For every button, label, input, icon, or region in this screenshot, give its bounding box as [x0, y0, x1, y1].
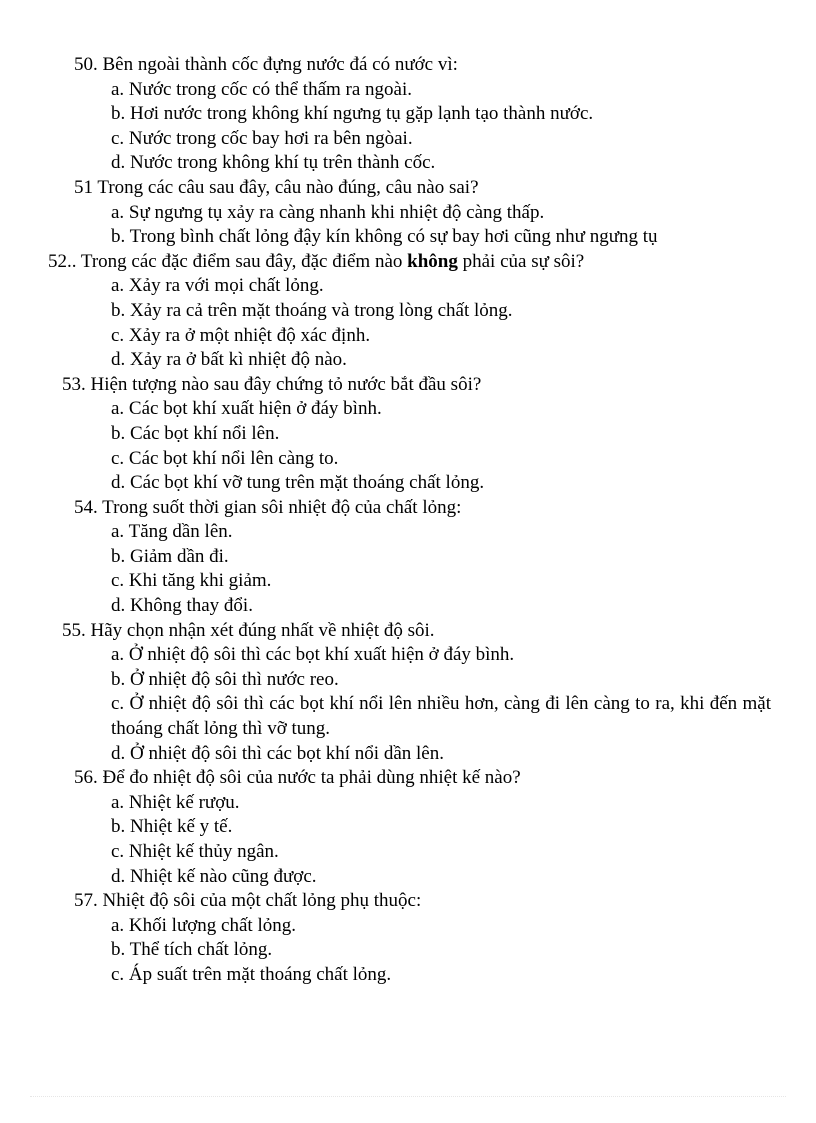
option-53-c: c. Các bọt khí nổi lên càng to. — [111, 447, 339, 469]
option-53-d: d. Các bọt khí vỡ tung trên mặt thoáng chất lỏng. — [111, 472, 485, 494]
option-50-c: c. Nước trong cốc bay hơi ra bên ngòai. — [111, 127, 413, 149]
option-50-d: d. Nước trong không khí tụ trên thành cốc. — [111, 152, 436, 174]
option-54-c: c. Khi tăng khi giảm. — [111, 570, 272, 592]
question-54: 54. Trong suốt thời gian sôi nhiệt độ của chất lỏng: — [74, 496, 462, 518]
option-55-b: b. Ở nhiệt độ sôi thì nước reo. — [111, 668, 339, 690]
option-55-d: d. Ở nhiệt độ sôi thì các bọt khí nổi dần lên. — [111, 742, 444, 764]
page-bottom-divider — [30, 1096, 786, 1097]
option-52-c: c. Xảy ra ở một nhiệt độ xác định. — [111, 324, 371, 346]
option-54-b: b. Giảm dần đi. — [111, 545, 229, 567]
option-57-b: b. Thể tích chất lỏng. — [111, 939, 273, 961]
question-list — [0, 53, 816, 988]
question-52-text-after: phải của sự sôi? — [457, 250, 585, 272]
option-54-d: d. Không thay đổi. — [111, 595, 253, 617]
question-55: 55. Hãy chọn nhận xét đúng nhất về nhiệt độ sôi. — [62, 619, 435, 641]
question-57: 57. Nhiệt độ sôi của một chất lỏng phụ thuộc: — [74, 890, 422, 912]
question-56: 56. Để đo nhiệt độ sôi của nước ta phải dùng nhiệt kế nào? — [74, 767, 521, 789]
question-52 — [48, 250, 773, 275]
question-51: 51 Trong các câu sau đây, câu nào đúng, câu nào sai? — [74, 176, 479, 198]
question-52-text-before: 52.. Trong các đặc điểm sau đây, đặc điểm nào — [48, 250, 408, 272]
option-56-d: d. Nhiệt kế nào cũng được. — [111, 865, 317, 887]
option-50-a: a. Nước trong cốc có thể thấm ra ngoài. — [111, 78, 413, 100]
option-50-b: b. Hơi nước trong không khí ngưng tụ gặp lạnh tạo thành nước. — [111, 103, 594, 125]
option-51-a: a. Sự ngưng tụ xảy ra càng nhanh khi nhiệt độ càng thấp. — [111, 201, 545, 223]
question-53: 53. Hiện tượng nào sau đây chứng tỏ nước bắt đầu sôi? — [62, 373, 482, 395]
option-52-d: d. Xảy ra ở bất kì nhiệt độ nào. — [111, 349, 347, 371]
question-50: 50. Bên ngoài thành cốc đựng nước đá có nước vì: — [74, 54, 458, 75]
option-54-a: a. Tăng dần lên. — [111, 521, 233, 543]
option-52-b: b. Xảy ra cả trên mặt thoáng và trong lòng chất lỏng. — [111, 299, 513, 321]
option-55-a: a. Ở nhiệt độ sôi thì các bọt khí xuất hiện ở đáy bình. — [111, 644, 515, 666]
question-52-emphasis: không — [407, 250, 458, 272]
option-56-c: c. Nhiệt kế thủy ngân. — [111, 841, 279, 862]
option-57-a: a. Khối lượng chất lỏng. — [111, 914, 296, 936]
option-52-a: a. Xảy ra với mọi chất lỏng. — [111, 275, 324, 297]
option-56-a: a. Nhiệt kế rượu. — [111, 791, 240, 813]
option-53-b: b. Các bọt khí nổi lên. — [111, 422, 280, 444]
option-57-c: c. Áp suất trên mặt thoáng chất lỏng. — [111, 963, 392, 985]
option-51-b: b. Trong bình chất lỏng đậy kín không có sự bay hơi cũng như ngưng tụ — [111, 226, 658, 248]
option-56-b: b. Nhiệt kế y tế. — [111, 816, 233, 838]
option-55-c: c. Ở nhiệt độ sôi thì các bọt khí nổi lên nhiều hơn, càng đi lên càng to ra, khi đến mặt thoáng chất lỏng thì vỡ tung. — [111, 693, 771, 740]
option-53-a: a. Các bọt khí xuất hiện ở đáy bình. — [111, 398, 382, 420]
